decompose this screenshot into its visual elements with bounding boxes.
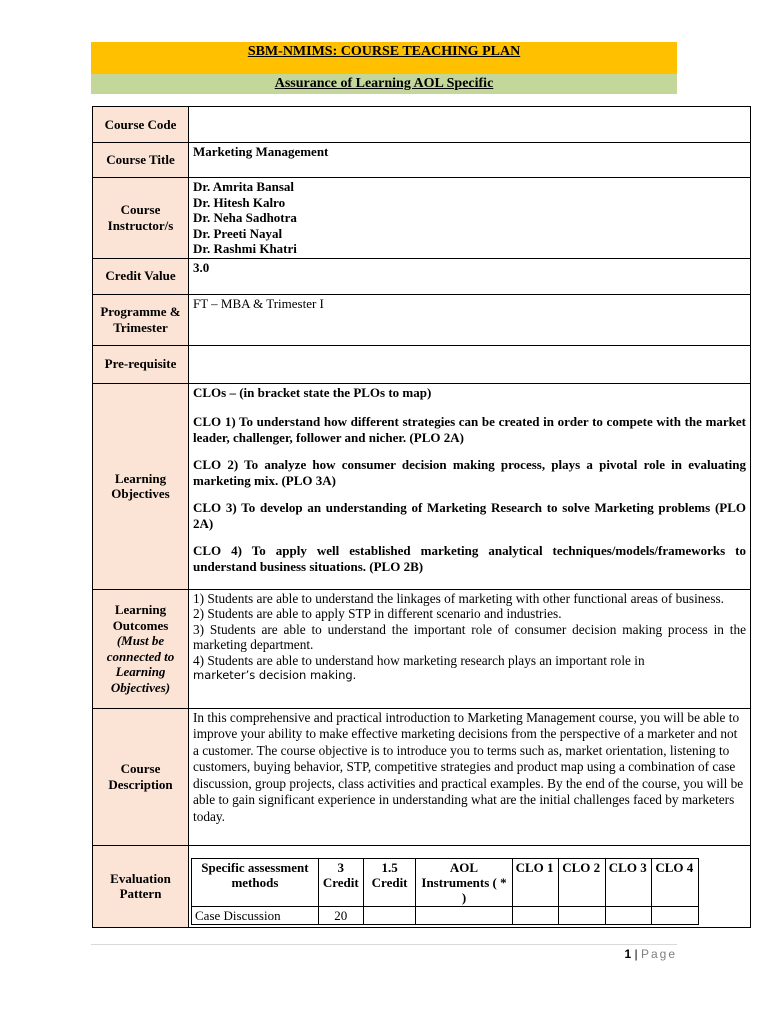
course-code-value	[189, 107, 751, 143]
instructor-name: Dr. Hitesh Kalro	[193, 194, 286, 210]
eval-header-clo2: CLO 2	[559, 858, 606, 906]
course-code-label: Course Code	[93, 107, 189, 143]
eval-header-3credit: 3 Credit	[318, 858, 363, 906]
page-footer	[560, 947, 677, 961]
credit-value: 3.0	[189, 258, 751, 294]
eval-header-clo1: CLO 1	[512, 858, 559, 906]
eval-header-method: Specific assessment methods	[192, 858, 319, 906]
evaluation-table	[191, 858, 699, 925]
instructor-name: Dr. Preeti Nayal	[193, 225, 283, 241]
eval-cell-1-5credit	[363, 906, 416, 924]
page-number: 1	[624, 947, 632, 961]
credit-value-label: Credit Value	[93, 258, 189, 294]
eval-cell-clo3	[605, 906, 652, 924]
eval-cell-method: Case Discussion	[192, 906, 319, 924]
clo-item: CLO 3) To develop an understanding of Marketing Research to solve Marketing problems (PLO 2A)	[193, 500, 746, 531]
learning-outcomes-content	[189, 589, 751, 708]
eval-cell-aol	[416, 906, 512, 924]
evaluation-pattern-label: Evaluation Pattern	[93, 845, 189, 927]
course-description-text: In this comprehensive and practical introduction to Marketing Management course, you will be able to improve your ability to make effective marketing decisions from the perspective of a marketer and not a customer. The course objective is to introduce you to terms such as, market orientation, listening to customers, buying behavior, STP, competitive strategies and product map using a combination of case discussion, group projects, class activities and practical examples. By the end of the course, you will be able to gain significant experience in understanding what are the initial challenges faced by marketers today.	[193, 709, 744, 825]
outcome-item: 4) Students are able to understand how marketing research plays an important role in	[193, 652, 645, 668]
course-title-label: Course Title	[93, 143, 189, 178]
learning-objectives-label: Learning Objectives	[93, 383, 189, 589]
instructor-name: Dr. Rashmi Khatri	[193, 241, 297, 256]
prerequisite-value	[189, 345, 751, 383]
eval-header-1-5credit: 1.5 Credit	[363, 858, 416, 906]
evaluation-pattern-content	[189, 845, 751, 927]
programme-value: FT – MBA & Trimester I	[189, 294, 751, 345]
course-instructor-label: Course Instructor/s	[93, 178, 189, 259]
eval-cell-clo2	[559, 906, 606, 924]
clo-intro: CLOs – (in bracket state the PLOs to map)	[193, 384, 432, 400]
clo-item: CLO 1) To understand how different strategies can be created in order to compete with the market leader, challenger, follower and nicher. (PLO 2A)	[193, 414, 746, 445]
prerequisite-label: Pre-requisite	[93, 345, 189, 383]
plan-title: SBM-NMIMS: COURSE TEACHING PLAN	[247, 44, 521, 59]
eval-header-aol: AOL Instruments ( * )	[416, 858, 512, 906]
eval-cell-3credit: 20	[318, 906, 363, 924]
learning-outcomes-label	[93, 589, 189, 708]
outcome-item: 3) Students are able to understand the important role of consumer decision making process in the marketing department.	[193, 621, 746, 652]
learning-outcomes-note: (Must be connected to Learning Objectives)	[106, 633, 175, 695]
course-plan-table	[92, 106, 751, 928]
outcome-item: 2) Students are able to apply STP in different scenario and industries.	[193, 606, 562, 621]
instructor-name: Dr. Amrita Bansal	[193, 179, 294, 194]
eval-cell-clo1	[512, 906, 559, 924]
instructor-name: Dr. Neha Sadhotra	[193, 210, 297, 225]
learning-objectives-content	[189, 383, 751, 589]
footer-separator: |	[634, 947, 638, 961]
clo-item: CLO 2) To analyze how consumer decision making process, plays a pivotal role in evaluating marketing mix. (PLO 3A)	[193, 457, 746, 488]
eval-cell-clo4	[652, 906, 699, 924]
outcome-item: 1) Students are able to understand the linkages of marketing with other functional areas of business.	[193, 590, 724, 606]
page-word: Page	[640, 947, 677, 961]
eval-row	[192, 906, 699, 924]
plan-title-banner	[91, 42, 677, 74]
aol-subtitle-banner	[91, 74, 677, 94]
eval-header-clo4: CLO 4	[652, 858, 699, 906]
eval-header-clo3: CLO 3	[605, 858, 652, 906]
clo-item: CLO 4) To apply well established marketing analytical techniques/models/frameworks to understand business situations. (PLO 2B)	[193, 543, 746, 574]
course-description-content	[189, 708, 751, 845]
programme-label: Programme & Trimester	[93, 294, 189, 345]
course-instructor-list	[189, 178, 751, 259]
aol-subtitle: Assurance of Learning AOL Specific	[274, 76, 494, 91]
course-description-label: Course Description	[93, 708, 189, 845]
course-title-value: Marketing Management	[189, 143, 751, 178]
learning-outcomes-title: Learning Outcomes	[112, 602, 169, 633]
outcome-item-continuation: marketer’s decision making.	[193, 668, 357, 682]
footer-divider	[91, 944, 677, 945]
